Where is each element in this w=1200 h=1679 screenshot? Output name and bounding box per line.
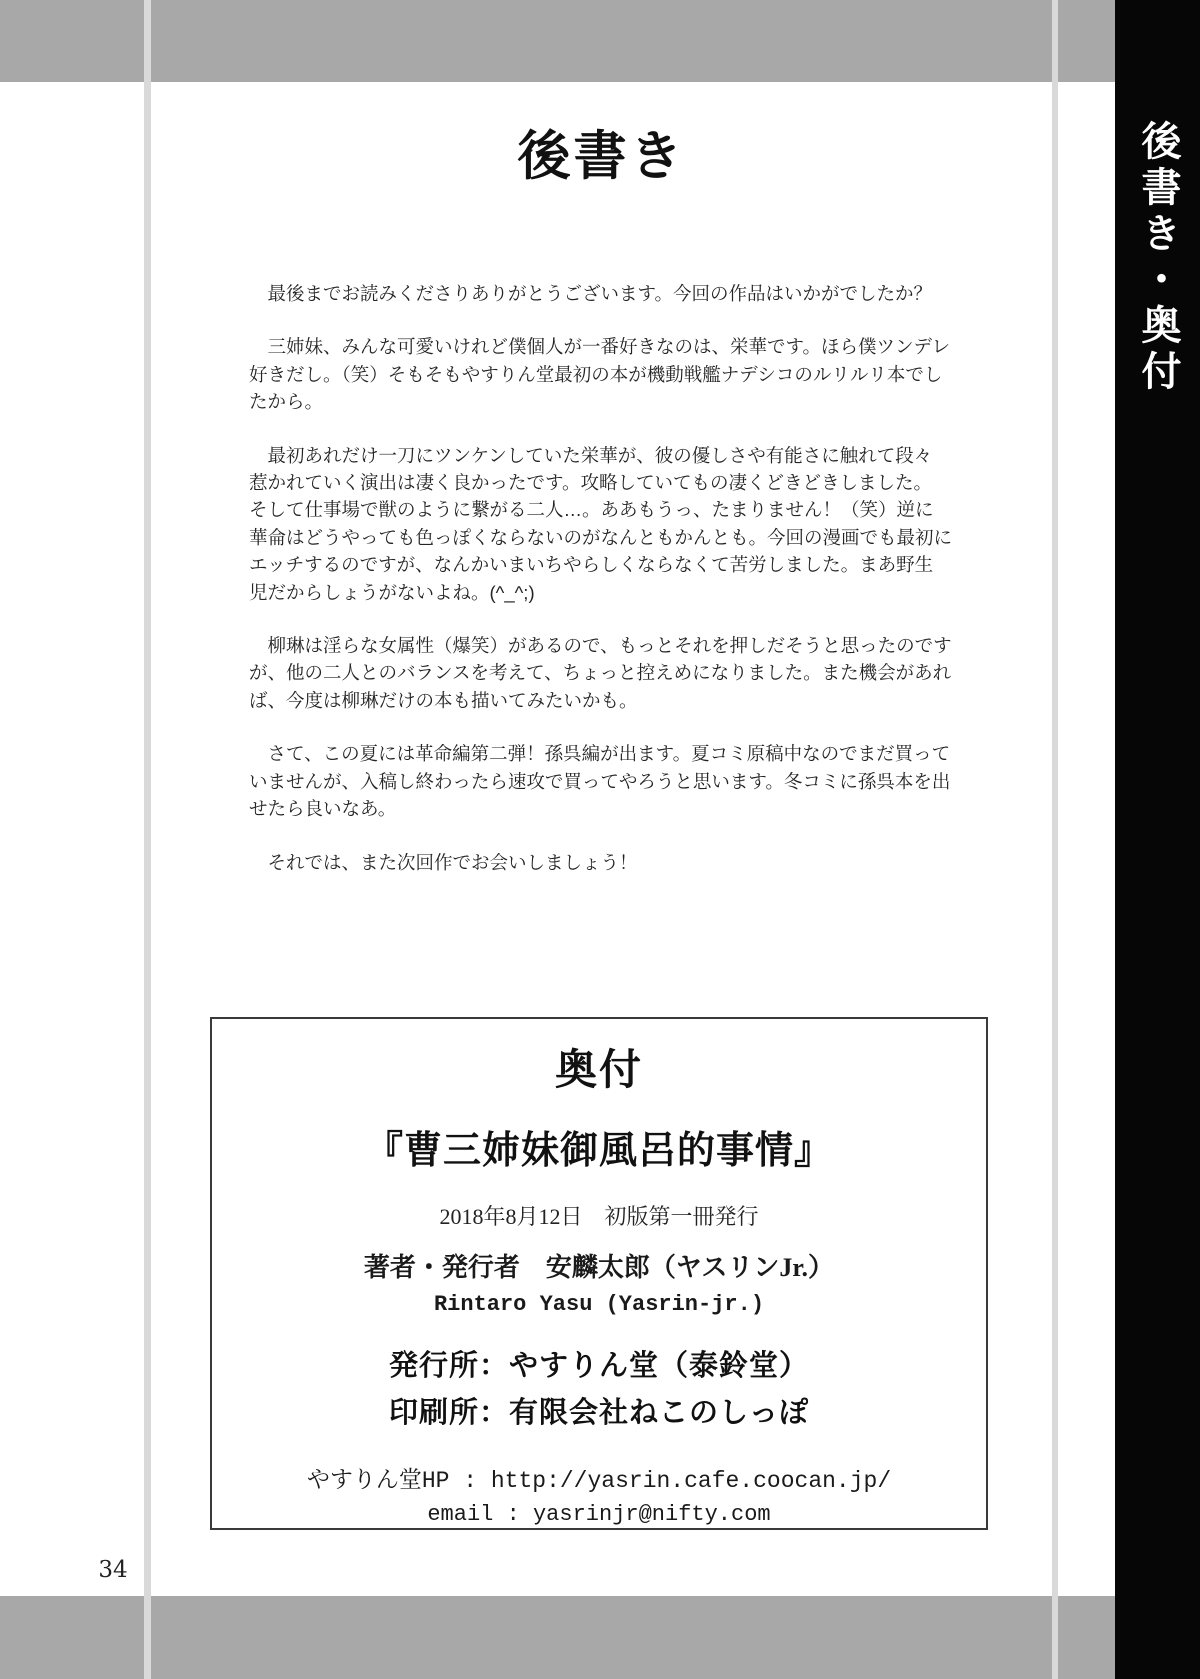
afterword-line: ば、今度は柳琳だけの本も描いてみたいかも。 [249, 689, 638, 711]
afterword-line: いませんが、入稿し終わったら速攻で買ってやろうと思います。冬コミに孫呉本を出 [249, 770, 951, 792]
author-romaji-line: Rintaro Yasu (Yasrin-jr.) [433, 1292, 765, 1317]
afterword-paragraph [249, 442, 953, 606]
homepage-url-line: やすりん堂HP : http://yasrin.cafe.coocan.jp/ [306, 1468, 892, 1494]
afterword-line: 柳琳は淫らな女属性（爆笑）があるので、もっとそれを押しだそうと思ったのです [249, 635, 952, 657]
afterword-line: たから。 [249, 391, 324, 413]
colophon-title: 奥付 [554, 1046, 643, 1093]
afterword-paragraph [249, 333, 949, 415]
sidebar-vertical-title: 後書き・奥付 [1136, 120, 1180, 396]
afterword-line: 華侖はどうやっても色っぽくならないのがなんともかんとも。今回の漫画でも最初に [249, 526, 953, 548]
bottom-gray-band [0, 1596, 1115, 1679]
afterword-line: が、他の二人とのバランスを考えて、ちょっと控えめになりました。また機会があれ [249, 662, 952, 684]
chapter-sidebar [1115, 0, 1200, 1679]
afterword-line: せたら良いなあ。 [249, 798, 397, 820]
afterword-body [249, 280, 953, 902]
afterword-line: そして仕事場で獣のように繋がる二人…。ああもうっ、たまりません！（笑）逆に [249, 499, 934, 521]
afterword-line: それでは、また次回作でお会いしましょう！ [249, 851, 638, 873]
author-line: 著者・発行者 安麟太郎（ヤスリンJr.） [363, 1253, 835, 1282]
right-page-rule [1052, 0, 1058, 1679]
afterword-paragraph [249, 632, 952, 714]
publisher-line: 発行所：やすりん堂（泰鈴堂） [388, 1350, 809, 1382]
afterword-paragraph [249, 740, 949, 822]
top-gray-band [0, 0, 1115, 82]
left-page-rule [144, 0, 151, 1679]
book-title: 『曹三姉妹御風呂的事情』 [364, 1130, 833, 1172]
edition-line: 2018年8月12日 初版第一冊発行 [439, 1204, 759, 1229]
page-number: 34 [98, 1557, 128, 1583]
afterword-line: エッチするのですが、なんかいまいちやらしくならなくて苦労しました。まあ野生 [249, 554, 934, 576]
colophon-box [210, 1017, 988, 1530]
email-line: email : yasrinjr@nifty.com [427, 1502, 771, 1527]
afterword-paragraph [249, 280, 949, 307]
afterword-line: 好きだし。（笑）そもそもやすりん堂最初の本が機動戦艦ナデシコのルリルリ本でし [249, 363, 943, 385]
afterword-line: 児だからしょうがないよね。(^_^;) [249, 581, 535, 603]
afterword-paragraph [249, 849, 949, 876]
afterword-line: 惹かれていく演出は凄く良かったです。攻略していてもの凄くどきどきしました。 [249, 472, 933, 494]
afterword-line: 最後までお読みくださりありがとうございます。今回の作品はいかがでしたか？ [249, 283, 933, 304]
afterword-line: さて、この夏には革命編第二弾！孫呉編が出ます。夏コミ原稿中なのでまだ買って [249, 743, 951, 765]
afterword-line: 最初あれだけ一刀にツンケンしていた栄華が、彼の優しさや有能さに触れて段々 [249, 444, 933, 466]
afterword-title: 後書き [517, 127, 686, 186]
afterword-line: 三姉妹、みんな可愛いけれど僕個人が一番好きなのは、栄華です。ほら僕ツンデレ [249, 336, 951, 358]
printer-line: 印刷所：有限会社ねこのしっぽ [388, 1397, 809, 1429]
